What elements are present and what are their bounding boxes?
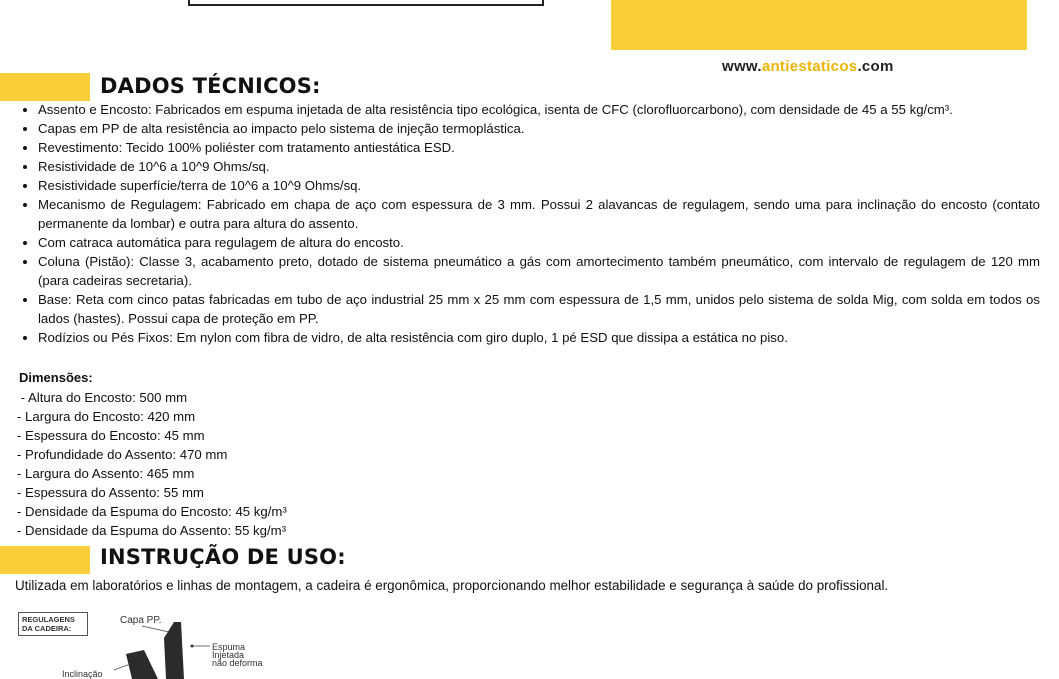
chair-adjustment-diagram [14,604,402,679]
list-item: • Revestimento: Tecido 100% poliéster com tratamento antiestática ESD. [38,138,1040,157]
list-item: - Densidade da Espuma do Assento: 55 kg/m³ [17,523,287,538]
top-frame [188,0,544,6]
list-item: • Com catraca automática para regulagem de altura do encosto. [38,233,1040,252]
section-accent-bar [0,73,90,101]
usage-text: Utilizada em laboratórios e linhas de montagem, a cadeira é ergonômica, proporcionando melhor estabilidade e segurança à saúde do profissional. [15,578,889,593]
espuma-label: Espuma Injetada não deforma [212,642,263,668]
chair-illustration [14,604,402,679]
list-item: - Altura do Encosto: 500 mm [17,390,188,405]
list-item: • Resistividade superfície/terra de 10^6 a 10^9 Ohms/sq. [38,176,1040,195]
list-item: - Espessura do Encosto: 45 mm [17,428,205,443]
section-accent-bar [0,546,90,574]
website-link[interactable]: www.antiestaticos.com [722,58,894,75]
list-item: • Capas em PP de alta resistência ao impacto pelo sistema de injeção termoplástica. [38,119,1040,138]
list-item: - Largura do Encosto: 420 mm [17,409,196,424]
header-banner [611,0,1027,50]
diagram-label: REGULAGENS DA CADEIRA: [18,612,88,636]
dimensions-list [17,388,287,540]
technical-data-title: DADOS TÉCNICOS: [100,74,321,98]
list-item: - Profundidade do Assento: 470 mm [17,447,228,462]
dimensions-title: Dimensões: [19,370,93,385]
list-item: - Densidade da Espuma do Encosto: 45 kg/m³ [17,504,287,519]
list-item: - Espessura do Assento: 55 mm [17,485,204,500]
list-item: • Base: Reta com cinco patas fabricadas em tubo de aço industrial 25 mm x 25 mm com espessura de 1,5 mm, unidos pelo sistema de solda Mig, com solda em todos os lados (hastes). Possui capa de proteção em PP. [38,290,1040,328]
capa-label: Capa PP. [120,615,162,626]
technical-data-list [20,100,1040,347]
list-item: - Largura do Assento: 465 mm [17,466,195,481]
list-item: • Resistividade de 10^6 a 10^9 Ohms/sq. [38,157,1040,176]
inclinacao-label: Inclinação [62,669,103,679]
list-item: • Coluna (Pistão): Classe 3, acabamento preto, dotado de sistema pneumático a gás com amortecimento também pneumático, com intervalo de regulagem de 120 mm (para cadeiras secretaria). [38,252,1040,290]
usage-title: INSTRUÇÃO DE USO: [100,545,346,569]
list-item: • Rodízios ou Pés Fixos: Em nylon com fibra de vidro, de alta resistência com giro duplo, 1 pé ESD que dissipa a estática no piso. [38,328,1040,347]
list-item: • Mecanismo de Regulagem: Fabricado em chapa de aço com espessura de 3 mm. Possui 2 alavancas de regulagem, sendo uma para inclinação do encosto (contato permanente da lombar) e outra para altura do assento. [38,195,1040,233]
list-item: • Assento e Encosto: Fabricados em espuma injetada de alta resistência tipo ecológica, isenta de CFC (clorofluorcarbono), com densidade de 45 a 55 kg/cm³. [38,100,1040,119]
